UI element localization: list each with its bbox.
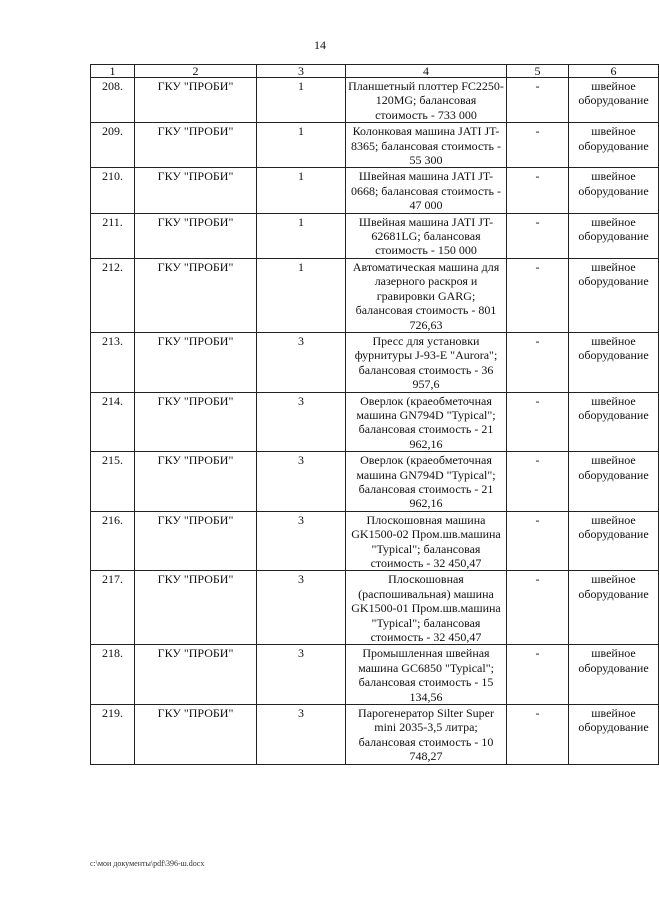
cell-organization: ГКУ "ПРОБИ" [135,705,257,765]
table-row [91,258,659,332]
column-header: 6 [569,65,659,78]
table-row [91,123,659,168]
column-header: 3 [257,65,346,78]
cell-column-5: - [507,332,569,392]
cell-quantity: 3 [257,571,346,645]
cell-column-5: - [507,571,569,645]
cell-number: 212. [91,258,135,332]
cell-description: Промышленная швейная машина GC6850 "Typical"; балансовая стоимость - 15 134,56 [346,645,507,705]
cell-organization: ГКУ "ПРОБИ" [135,123,257,168]
cell-category: швейное оборудование [569,78,659,123]
cell-organization: ГКУ "ПРОБИ" [135,511,257,571]
cell-organization: ГКУ "ПРОБИ" [135,392,257,452]
cell-organization: ГКУ "ПРОБИ" [135,645,257,705]
cell-number: 217. [91,571,135,645]
table-row [91,332,659,392]
cell-quantity: 3 [257,392,346,452]
column-header: 5 [507,65,569,78]
cell-quantity: 3 [257,645,346,705]
cell-number: 215. [91,452,135,512]
cell-description: Швейная машина JATI JT-0668; балансовая стоимость - 47 000 [346,168,507,213]
cell-organization: ГКУ "ПРОБИ" [135,452,257,512]
table-row [91,452,659,512]
cell-organization: ГКУ "ПРОБИ" [135,213,257,258]
cell-category: швейное оборудование [569,452,659,512]
property-table [90,64,659,765]
cell-column-5: - [507,511,569,571]
cell-organization: ГКУ "ПРОБИ" [135,168,257,213]
cell-category: швейное оборудование [569,213,659,258]
cell-number: 219. [91,705,135,765]
cell-category: швейное оборудование [569,392,659,452]
cell-number: 211. [91,213,135,258]
cell-organization: ГКУ "ПРОБИ" [135,258,257,332]
cell-quantity: 1 [257,258,346,332]
cell-category: швейное оборудование [569,258,659,332]
cell-column-5: - [507,705,569,765]
cell-quantity: 3 [257,705,346,765]
cell-column-5: - [507,123,569,168]
cell-description: Парогенератор Silter Super mini 2035-3,5 литра; балансовая стоимость - 10 748,27 [346,705,507,765]
cell-category: швейное оборудование [569,511,659,571]
cell-description: Плоскошовная машина GK1500-02 Пром.шв.машина "Typical"; балансовая стоимость - 32 450,47 [346,511,507,571]
cell-quantity: 1 [257,168,346,213]
cell-description: Швейная машина JATI JT-62681LG; балансовая стоимость - 150 000 [346,213,507,258]
cell-category: швейное оборудование [569,168,659,213]
table-header-row [91,65,659,78]
column-header: 1 [91,65,135,78]
cell-quantity: 1 [257,78,346,123]
footer-file-path: c:\мои документы\pdf\396-ш.docx [90,859,205,868]
cell-organization: ГКУ "ПРОБИ" [135,78,257,123]
cell-category: швейное оборудование [569,571,659,645]
table-row [91,168,659,213]
table-row [91,392,659,452]
cell-number: 213. [91,332,135,392]
cell-organization: ГКУ "ПРОБИ" [135,332,257,392]
cell-column-5: - [507,168,569,213]
cell-quantity: 3 [257,511,346,571]
cell-quantity: 3 [257,332,346,392]
cell-category: швейное оборудование [569,332,659,392]
table-row [91,78,659,123]
cell-column-5: - [507,258,569,332]
cell-column-5: - [507,78,569,123]
cell-number: 214. [91,392,135,452]
table-row [91,705,659,765]
cell-organization: ГКУ "ПРОБИ" [135,571,257,645]
cell-number: 210. [91,168,135,213]
cell-number: 216. [91,511,135,571]
cell-quantity: 3 [257,452,346,512]
table-body [91,78,659,765]
cell-category: швейное оборудование [569,123,659,168]
cell-column-5: - [507,452,569,512]
cell-number: 218. [91,645,135,705]
cell-description: Автоматическая машина для лазерного раскроя и гравировки GARG; балансовая стоимость - 801 726,63 [346,258,507,332]
cell-description: Пресс для установки фурнитуры J-93-E "Aurora"; балансовая стоимость - 36 957,6 [346,332,507,392]
cell-number: 209. [91,123,135,168]
table-row [91,645,659,705]
cell-quantity: 1 [257,123,346,168]
cell-description: Колонковая машина JATI JT-8365; балансовая стоимость - 55 300 [346,123,507,168]
page-number: 14 [314,38,326,52]
cell-description: Оверлок (краеобметочная машина GN794D "Typical"; балансовая стоимость - 21 962,16 [346,452,507,512]
cell-column-5: - [507,645,569,705]
cell-column-5: - [507,392,569,452]
column-header: 2 [135,65,257,78]
table-row [91,511,659,571]
cell-description: Оверлок (краеобметочная машина GN794D "Typical"; балансовая стоимость - 21 962,16 [346,392,507,452]
cell-category: швейное оборудование [569,705,659,765]
column-header: 4 [346,65,507,78]
cell-description: Плоскошовная (распошивальная) машина GK1500-01 Пром.шв.машина "Typical"; балансовая стоимость - 32 450,47 [346,571,507,645]
table-row [91,571,659,645]
table-row [91,213,659,258]
cell-number: 208. [91,78,135,123]
cell-category: швейное оборудование [569,645,659,705]
cell-description: Планшетный плоттер FC2250-120MG; балансовая стоимость - 733 000 [346,78,507,123]
cell-column-5: - [507,213,569,258]
cell-quantity: 1 [257,213,346,258]
